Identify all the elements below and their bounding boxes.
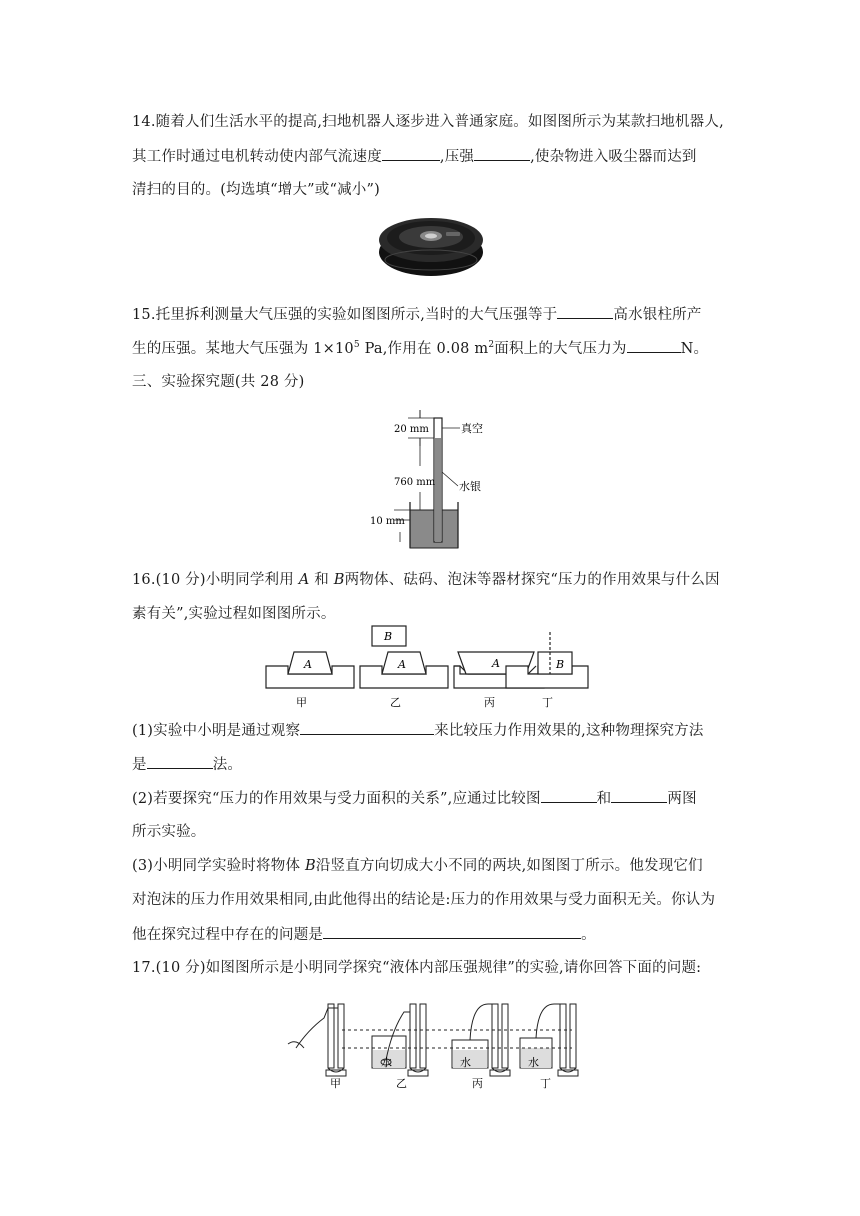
- q16-part-2-line-2: 所示实验。: [132, 824, 206, 840]
- q15-line-1: [132, 304, 702, 325]
- figure-label-jia: 甲: [296, 696, 307, 709]
- answer-blank[interactable]: [300, 720, 434, 735]
- figure-label-yi: 乙: [390, 696, 401, 709]
- q15-text: 高水银柱所产: [613, 307, 702, 323]
- q16-part-1-line-2: [132, 754, 242, 775]
- q16-text: 和: [596, 791, 612, 807]
- label-20mm: 20 mm: [394, 424, 429, 435]
- block-a-label: A: [398, 658, 406, 671]
- figure-label-ding: 丁: [542, 696, 553, 709]
- q14-text: ,压强: [439, 149, 475, 165]
- q15-text: Pa,作用在 0.08 m: [359, 341, 489, 357]
- q16-part-3-line-1: [132, 856, 703, 876]
- q16-text: (1)实验中小明是通过观察: [132, 723, 301, 739]
- answer-blank[interactable]: [382, 146, 440, 161]
- block-a-label: A: [492, 657, 500, 670]
- exponent: 5: [353, 340, 360, 351]
- q14-line-1: 14.随着人们生活水平的提高,扫地机器人逐步进入普通家庭。如图图所示为某款扫地机器人,: [132, 114, 724, 130]
- q17-line-1: 17.(10 分)如图图所示是小明同学探究“液体内部压强规律”的实验,请你回答下面的问题:: [132, 960, 702, 976]
- answer-blank[interactable]: [474, 146, 530, 161]
- block-b-label: B: [384, 630, 393, 643]
- figure-label-bing: 丙: [472, 1077, 483, 1090]
- q16-part-3-line-3: [132, 924, 596, 945]
- answer-blank[interactable]: [323, 924, 581, 939]
- q16-text: 来比较压力作用效果的,这种物理探究方法: [434, 723, 704, 739]
- figure-label-ding: 丁: [540, 1077, 551, 1090]
- figure-label-jia: 甲: [330, 1077, 341, 1090]
- q15-text: 面积上的大气压力为: [494, 341, 627, 357]
- answer-blank[interactable]: [557, 304, 613, 319]
- answer-blank[interactable]: [147, 754, 213, 769]
- robot-vacuum-image: [376, 210, 486, 280]
- q16-text: 他在探究过程中存在的问题是: [132, 927, 324, 943]
- pressure-experiment-figure: [262, 622, 602, 710]
- q16-line-2: 素有关”,实验过程如图图所示。: [132, 606, 336, 622]
- label-760mm: 760 mm: [394, 477, 436, 488]
- torricelli-figure: [364, 410, 504, 552]
- label-10mm: 10 mm: [370, 516, 405, 527]
- object-b: B: [333, 572, 345, 588]
- q16-text: 沿竖直方向切成大小不同的两块,如图图丁所示。他发现它们: [315, 858, 703, 874]
- figure-label-bing: 丙: [484, 696, 495, 709]
- water-label: 水: [460, 1056, 471, 1069]
- water-label: 水: [528, 1056, 539, 1069]
- q15-line-2: [132, 338, 708, 359]
- q16-part-2-line-1: [132, 788, 697, 809]
- q16-line-1: [132, 570, 720, 590]
- q16-text: 16.(10 分)小明同学利用: [132, 572, 299, 588]
- block-a-label: A: [304, 658, 312, 671]
- label-mercury: 水银: [459, 480, 481, 493]
- q16-text: 两图: [667, 791, 697, 807]
- q16-text: 和: [309, 572, 334, 588]
- q14-line-3: 清扫的目的。(均选填“增大”或“减小”): [132, 182, 380, 198]
- q14-line-2: [132, 146, 697, 167]
- q16-text: (3)小明同学实验时将物体: [132, 858, 305, 874]
- q15-text: 15.托里拆利测量大气压强的实验如图图所示,当时的大气压强等于: [132, 307, 558, 323]
- q15-text: 生的压强。某地大气压强为 1×10: [132, 341, 354, 357]
- section-3-heading: 三、实验探究题(共 28 分): [132, 374, 305, 390]
- q14-text: ,使杂物进入吸尘器而达到: [530, 149, 697, 165]
- water-label: 水: [381, 1056, 392, 1069]
- q16-text: 。: [581, 927, 596, 943]
- q16-text: 是: [132, 757, 147, 773]
- exponent: 2: [488, 340, 495, 351]
- object-a: A: [298, 572, 310, 588]
- q16-text: (2)若要探究“压力的作用效果与受力面积的关系”,应通过比较图: [132, 791, 541, 807]
- q16-text: 两物体、砝码、泡沫等器材探究“压力的作用效果与什么因: [344, 572, 720, 588]
- q16-part-3-line-2: 对泡沫的压力作用效果相同,由此他得出的结论是:压力的作用效果与受力面积无关。你认为: [132, 892, 716, 908]
- q16-text: 法。: [212, 757, 243, 773]
- q15-text: N。: [680, 341, 709, 357]
- answer-blank[interactable]: [611, 788, 667, 803]
- object-b: B: [304, 858, 316, 874]
- q14-text: 其工作时通过电机转动使内部气流速度: [132, 149, 382, 165]
- figure-label-yi: 乙: [396, 1077, 407, 1090]
- answer-blank[interactable]: [541, 788, 597, 803]
- block-b-label: B: [556, 658, 565, 671]
- answer-blank[interactable]: [627, 338, 681, 353]
- q16-part-1-line-1: [132, 720, 704, 741]
- label-vacuum: 真空: [461, 422, 483, 435]
- liquid-pressure-figure: [282, 990, 586, 1090]
